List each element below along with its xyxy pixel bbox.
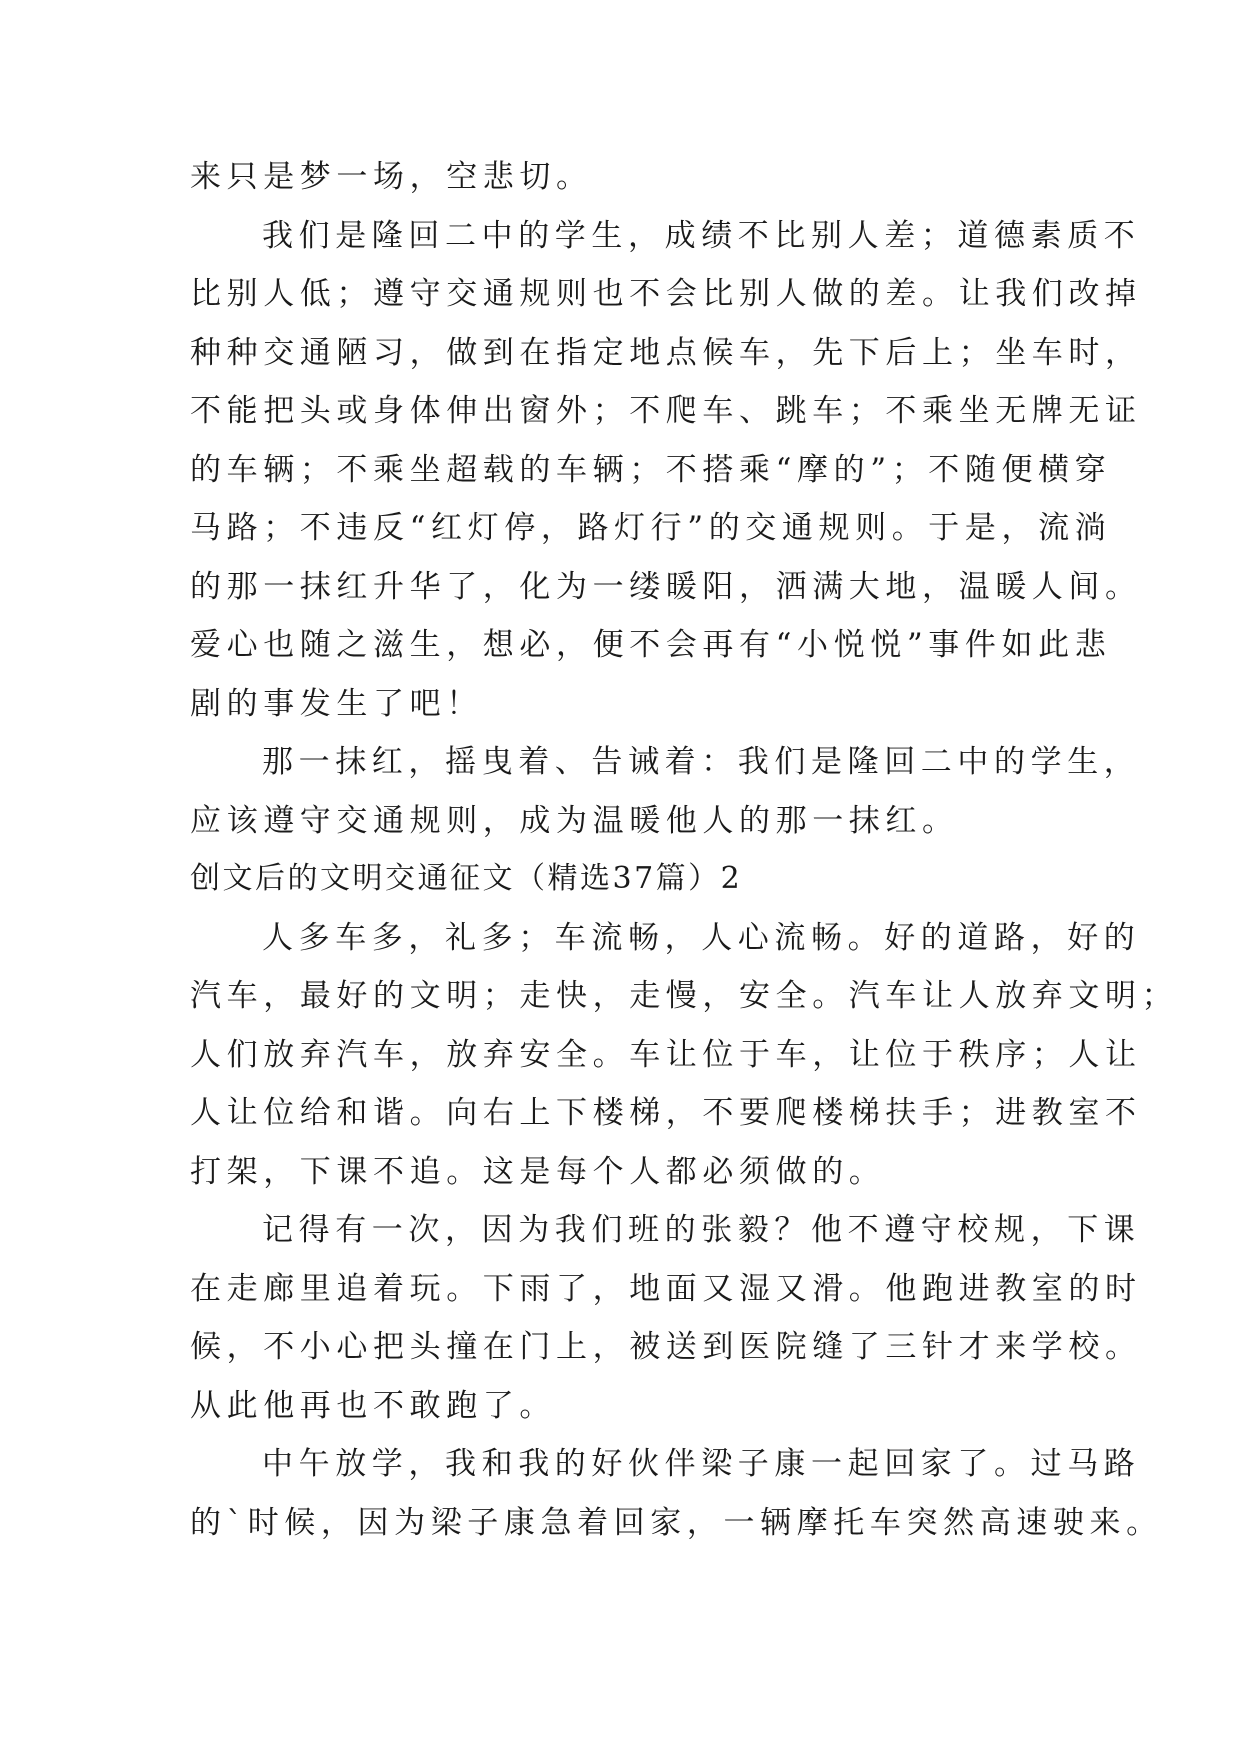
text-line: 那一抹红，摇曳着、告诫着：我们是隆回二中的学生， xyxy=(262,744,1141,780)
paragraph xyxy=(190,1435,1163,1552)
text-line: 应该遵守交通规则，成为温暖他人的那一抹红。 xyxy=(190,802,959,839)
text-line: 马路；不违反“红灯停，路灯行”的交通规则。于是，流淌 xyxy=(190,510,1112,546)
section-heading xyxy=(190,850,1060,909)
text-line: 汽车，最好的文明；走快，走慢，安全。汽车让人放弃文明； xyxy=(190,978,1179,1014)
text-line: 记得有一次，因为我们班的张毅？他不遵守校规，下课 xyxy=(262,1212,1141,1248)
text-line: 的`时候，因为梁子康急着回家，一辆摩托车突然高速驶来。 xyxy=(190,1504,1163,1541)
text-line: 不能把头或身体伸出窗外；不爬车、跳车；不乘坐无牌无证 xyxy=(190,393,1142,429)
document-body xyxy=(190,148,1179,1552)
text-line: 来只是梦一场，空悲切。 xyxy=(190,159,593,195)
text-line: 的那一抹红升华了，化为一缕暖阳，洒满大地，温暖人间。 xyxy=(190,568,1142,605)
text-line: 人多车多，礼多；车流畅，人心流畅。好的道路，好的 xyxy=(262,919,1141,956)
text-line: 打架，下课不追。这是每个人都必须做的。 xyxy=(190,1153,886,1190)
paragraph xyxy=(190,1201,1142,1435)
text-line: 候，不小心把头撞在门上，被送到医院缝了三针才来学校。 xyxy=(190,1329,1142,1365)
text-line: 的车辆；不乘坐超载的车辆；不搭乘“摩的”；不随便横穿 xyxy=(190,451,1112,488)
text-line: 人让位给和谐。向右上下楼梯，不要爬楼梯扶手；进教室不 xyxy=(190,1095,1142,1131)
text-line: 种种交通陋习，做到在指定地点候车，先下后上；坐车时， xyxy=(190,334,1142,371)
text-line: 从此他再也不敢跑了。 xyxy=(190,1387,556,1424)
paragraph xyxy=(190,733,1141,850)
text-line: 比别人低；遵守交通规则也不会比别人做的差。让我们改掉 xyxy=(190,276,1142,312)
text-line: 爱心也随之滋生，想必，便不会再有“小悦悦”事件如此悲 xyxy=(190,627,1112,663)
paragraph xyxy=(190,207,1142,734)
paragraph xyxy=(190,909,1179,1202)
text-line: 剧的事发生了吧！ xyxy=(190,685,483,722)
text-line: 我们是隆回二中的学生，成绩不比别人差；道德素质不 xyxy=(262,217,1141,254)
paragraph xyxy=(190,148,1060,207)
heading-text: 创文后的文明交通征文（精选37篇）2 xyxy=(190,861,743,896)
text-line: 人们放弃汽车，放弃安全。车让位于车，让位于秩序；人让 xyxy=(190,1036,1142,1073)
text-line: 在走廊里追着玩。下雨了，地面又湿又滑。他跑进教室的时 xyxy=(190,1270,1142,1307)
text-line: 中午放学，我和我的好伙伴梁子康一起回家了。过马路 xyxy=(262,1446,1141,1482)
